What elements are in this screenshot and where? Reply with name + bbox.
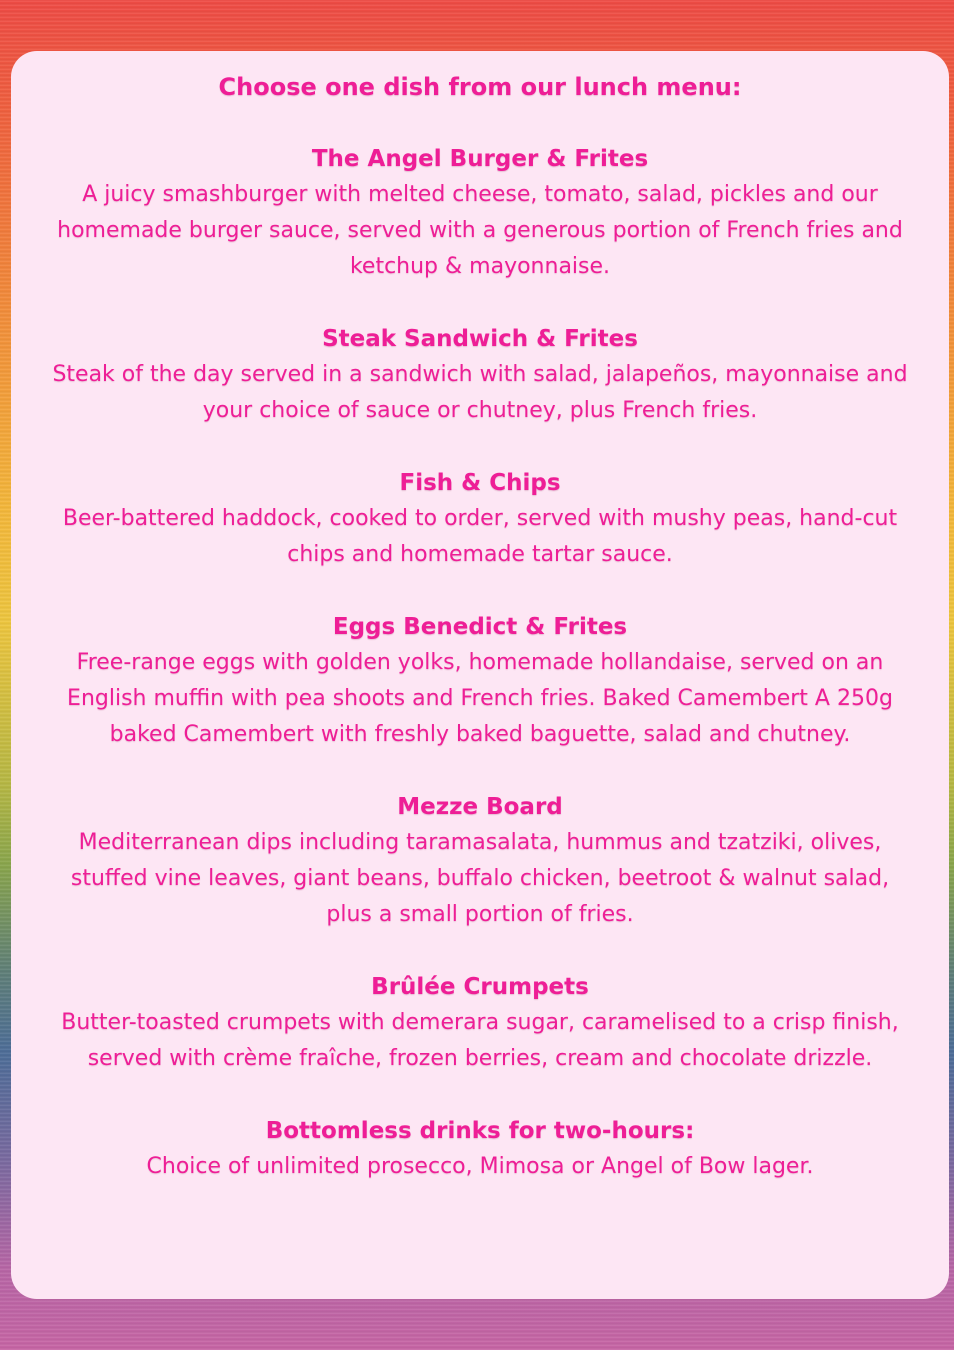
menu-intro: Choose one dish from our lunch menu: bbox=[218, 73, 742, 101]
menu-item-mezze-board bbox=[11, 789, 949, 933]
menu-item-title: Mezze Board bbox=[397, 794, 563, 820]
menu-item-steak-sandwich bbox=[11, 321, 949, 429]
menu-item-title: Brûlée Crumpets bbox=[371, 974, 589, 1000]
menu-item-title: The Angel Burger & Frites bbox=[311, 146, 649, 172]
menu-item-title: Eggs Benedict & Frites bbox=[332, 614, 628, 640]
menu-item-description: Choice of unlimited prosecco, Mimosa or Angel of Bow lager. bbox=[146, 1154, 814, 1179]
menu-item-description: Butter-toasted crumpets with demerara sugar, caramelised to a crisp finish, served with crème fraîche, frozen berries, cream and chocolate drizzle. bbox=[61, 1010, 899, 1071]
menu-item-description: Mediterranean dips including taramasalata, hummus and tzatziki, olives, stuffed vine leaves, giant beans, buffalo chicken, beetroot & walnut salad, plus a small portion of fries. bbox=[70, 830, 890, 927]
menu-content bbox=[11, 69, 949, 1221]
menu-card bbox=[11, 51, 949, 1299]
menu-item-title: Steak Sandwich & Frites bbox=[322, 326, 638, 352]
menu-item-brulee-crumpets bbox=[11, 969, 949, 1077]
menu-item-description: Beer-battered haddock, cooked to order, served with mushy peas, hand-cut chips and homemade tartar sauce. bbox=[62, 506, 898, 567]
menu-item-description: A juicy smashburger with melted cheese, tomato, salad, pickles and our homemade burger sauce, served with a generous portion of French fries and ketchup & mayonnaise. bbox=[57, 182, 903, 279]
menu-item-bottomless-drinks bbox=[11, 1113, 949, 1185]
menu-item-eggs-benedict bbox=[11, 609, 949, 753]
menu-item-fish-chips bbox=[11, 465, 949, 573]
menu-item-description: Steak of the day served in a sandwich with salad, jalapeños, mayonnaise and your choice of sauce or chutney, plus French fries. bbox=[52, 362, 908, 423]
menu-item-title: Bottomless drinks for two-hours: bbox=[265, 1118, 695, 1144]
menu-item-description: Free-range eggs with golden yolks, homemade hollandaise, served on an English muffin with pea shoots and French fries. Baked Camembert A 250g baked Camembert with freshly baked baguette, salad and chutney. bbox=[67, 650, 893, 747]
menu-item-angel-burger bbox=[11, 141, 949, 285]
menu-item-title: Fish & Chips bbox=[399, 470, 561, 496]
